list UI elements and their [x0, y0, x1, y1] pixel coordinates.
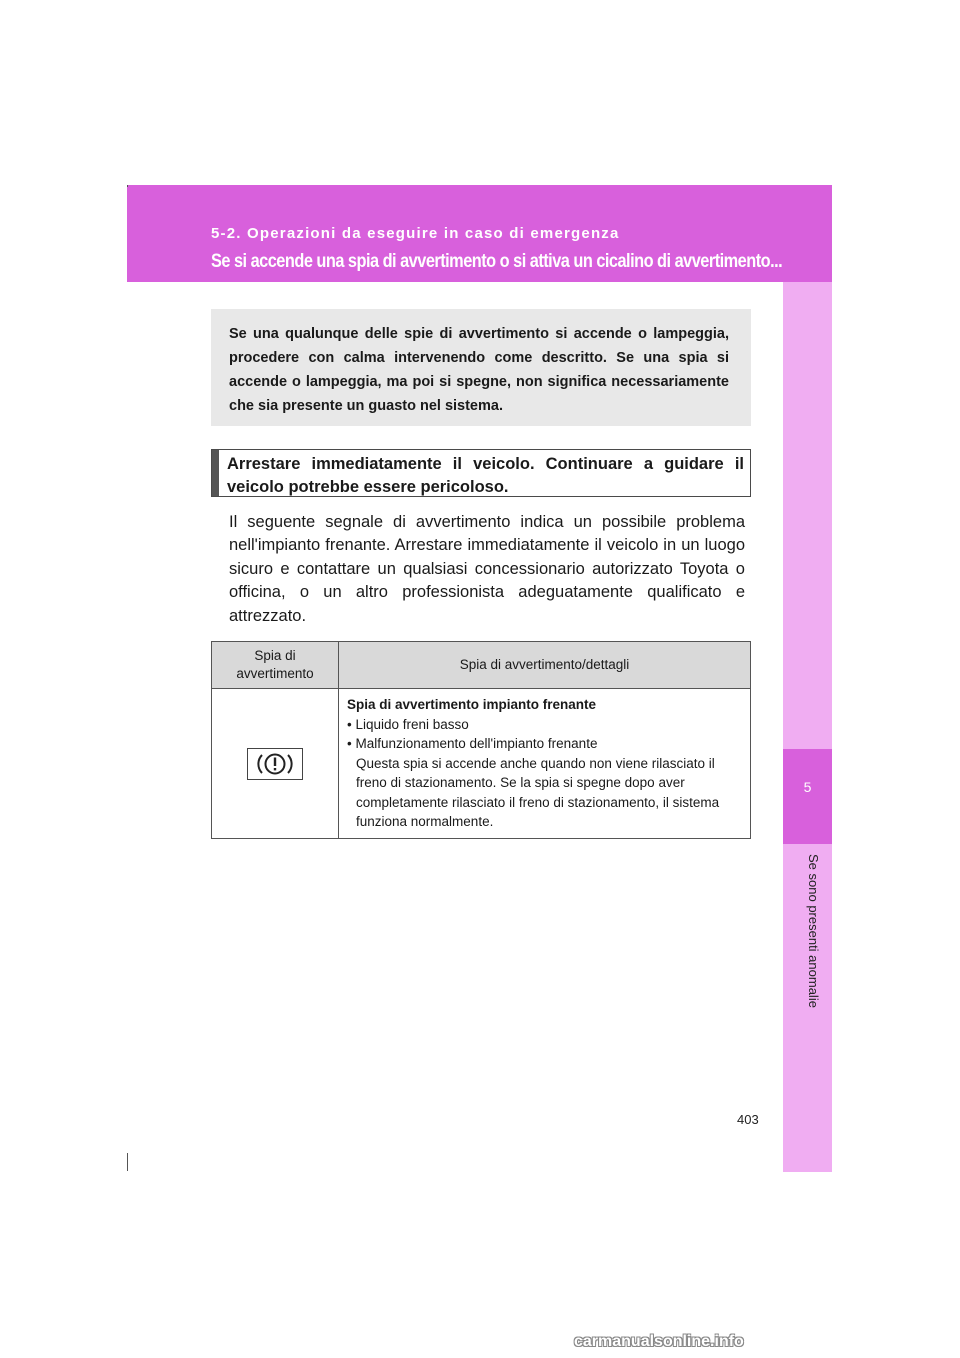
detail-bullet: • Liquido freni basso: [347, 716, 469, 732]
icon-cell: [212, 689, 339, 839]
table-header-light: Spia di avvertimento: [212, 642, 339, 689]
brake-warning-icon: [247, 748, 303, 780]
table-row: [212, 689, 751, 839]
crop-mark: [127, 1153, 128, 1171]
section-header: [127, 185, 832, 282]
page-number: 403: [737, 1112, 759, 1127]
detail-bullet: • Malfunzionamento dell'impianto frenante: [347, 736, 598, 751]
warning-light-table: [211, 641, 751, 839]
warning-heading: Arrestare immediatamente il veicolo. Continuare a guidare il veicolo potrebbe essere pericoloso.: [227, 455, 744, 496]
table-header-row: [212, 642, 751, 689]
chapter-label-container: [807, 854, 827, 1094]
warning-heading-box: [211, 449, 751, 497]
page-title: Se si accende una spia di avvertimento o si attiva un cicalino di avvertimento...: [211, 251, 783, 272]
details-cell: [339, 689, 751, 839]
intro-note: Se una qualunque delle spie di avvertimento si accende o lampeggia, procedere con calma intervenendo come descritto. Se una spia si accende o lampeggia, ma poi si spegne, non significa necessariamente che sia presente un guasto nel sistema.: [211, 309, 751, 426]
chapter-number: 5: [803, 779, 812, 795]
body-paragraph: Il seguente segnale di avvertimento indica un possibile problema nell'impianto frenante. Arrestare immediatamente il veicolo in un luogo sicuro e contattare un qualsiasi concessionario autorizzato Toyota o officina, o un altro professionista adeguatamente qualificato e attrezzato.: [229, 513, 745, 625]
watermark: carmanualsonline.info: [574, 1333, 744, 1350]
chapter-number-box: [783, 749, 832, 844]
chapter-label: Se sono presenti anomalie: [806, 854, 821, 1008]
warning-bar: [212, 450, 219, 496]
crop-mark: [127, 185, 128, 187]
table-header-details: Spia di avvertimento/dettagli: [339, 642, 751, 689]
chapter-side-tab[interactable]: [783, 282, 832, 1172]
section-subtitle: 5-2. Operazioni da eseguire in caso di emergenza: [211, 225, 620, 242]
detail-title: Spia di avvertimento impianto frenante: [347, 697, 597, 712]
detail-description: Questa spia si accende anche quando non viene rilasciato il freno di stazionamento. Se la spia si spegne dopo aver completamente rilasciato il freno di stazionamento, il sistema funziona normalmente.: [356, 755, 720, 829]
